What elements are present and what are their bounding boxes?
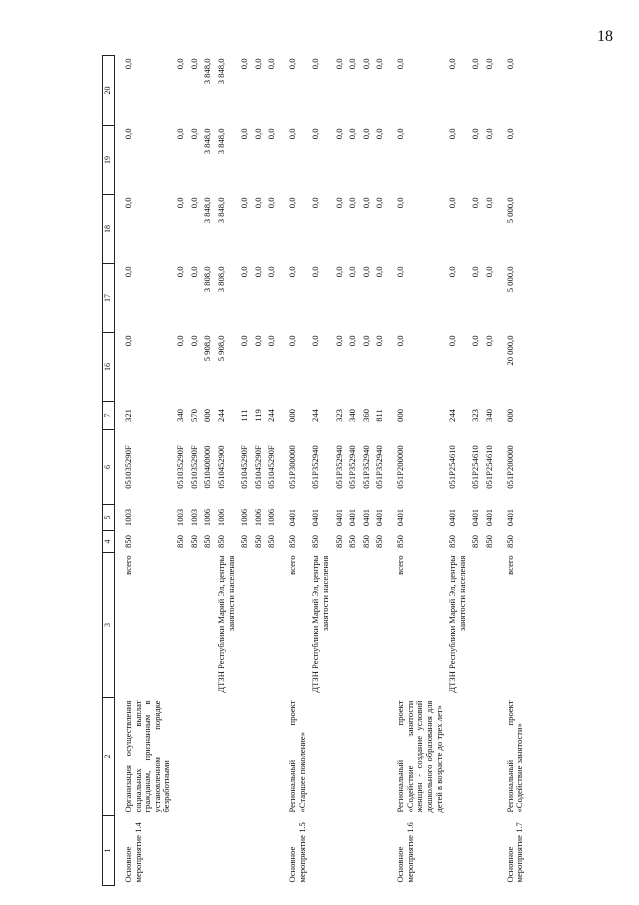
event-name-cell xyxy=(188,816,202,886)
value-col-19-cell: 0,0 xyxy=(447,128,458,140)
header-col-18: 18 xyxy=(103,195,115,264)
event-description-cell xyxy=(201,698,215,816)
value-col-18-cell: 3 848,0 xyxy=(202,197,213,224)
event-name-cell xyxy=(483,816,497,886)
value-col-20-cell: 0,0 xyxy=(470,58,481,70)
table-row xyxy=(201,56,215,886)
value-col-16-cell: 0,0 xyxy=(360,335,371,347)
value-col-19-cell: 0,0 xyxy=(360,128,371,140)
value-col-17-cell: 0,0 xyxy=(360,266,371,278)
value-col-16-cell: 0,0 xyxy=(395,335,406,347)
value-col-19-cell: 0,0 xyxy=(188,128,199,140)
executor-cell xyxy=(188,553,202,698)
executor-cell xyxy=(252,553,266,698)
value-col-16-cell: 0,0 xyxy=(310,335,321,347)
value-col-17-cell: 0,0 xyxy=(333,266,344,278)
event-description-cell xyxy=(238,698,252,816)
value-col-20-cell: 3 848,0 xyxy=(202,58,213,85)
target-article-cell: 0510400000 xyxy=(202,445,213,489)
executor-cell: всего xyxy=(287,555,298,575)
event-name-cell xyxy=(346,816,360,886)
event-name-cell xyxy=(174,816,188,886)
event-name-cell xyxy=(252,816,266,886)
value-col-18-cell: 0,0 xyxy=(374,197,385,209)
table-row xyxy=(265,56,279,886)
table-row xyxy=(252,56,266,886)
header-col-3: 3 xyxy=(103,553,115,698)
value-col-19-cell: 0,0 xyxy=(333,128,344,140)
executor-cell xyxy=(238,553,252,698)
event-description-cell: Региональный проект «Старшее поколение» xyxy=(287,700,307,813)
value-col-17-cell: 0,0 xyxy=(374,266,385,278)
target-article-cell: 051P352940 xyxy=(360,445,371,489)
value-col-16-cell: 0,0 xyxy=(347,335,358,347)
budget-table xyxy=(102,55,527,886)
table-row xyxy=(174,56,188,886)
section-code-cell: 1006 xyxy=(266,508,277,527)
value-col-17-cell: 0,0 xyxy=(239,266,250,278)
table-row xyxy=(387,56,446,886)
target-article-cell: 051P200000 xyxy=(395,445,406,489)
rotated-table-container xyxy=(102,56,622,886)
value-col-20-cell: 0,0 xyxy=(504,58,515,70)
value-col-17-cell: 0,0 xyxy=(252,266,263,278)
value-col-19-cell: 0,0 xyxy=(470,128,481,140)
value-col-19-cell: 0,0 xyxy=(122,128,133,140)
event-description-cell xyxy=(252,698,266,816)
executor-cell: ДТЗН Республики Марий Эл, центры занятости населения xyxy=(447,555,467,693)
section-code-cell: 1006 xyxy=(215,508,226,527)
executor-cell: ДТЗН Республики Марий Эл, центры занятости населения xyxy=(310,555,330,693)
value-col-19-cell: 0,0 xyxy=(347,128,358,140)
table-row xyxy=(360,56,374,886)
value-col-19-cell: 0,0 xyxy=(239,128,250,140)
event-description-cell xyxy=(469,698,483,816)
event-description-cell xyxy=(309,698,332,816)
section-code-cell: 0401 xyxy=(310,508,321,527)
event-description-cell: Региональный проект «Содействие занятости» xyxy=(504,700,525,813)
executor-cell xyxy=(360,553,374,698)
expense-type-cell: 119 xyxy=(252,409,263,422)
value-col-18-cell: 0,0 xyxy=(347,197,358,209)
event-description-cell xyxy=(346,698,360,816)
expense-type-cell: 000 xyxy=(395,409,406,422)
value-col-20-cell: 0,0 xyxy=(175,58,186,70)
grbs-code-cell: 850 xyxy=(470,535,481,548)
value-col-20-cell: 0,0 xyxy=(122,58,133,70)
value-col-20-cell: 0,0 xyxy=(374,58,385,70)
value-col-20-cell: 0,0 xyxy=(484,58,495,70)
expense-type-cell: 244 xyxy=(447,409,458,422)
section-code-cell: 1006 xyxy=(252,508,263,527)
expense-type-cell: 323 xyxy=(333,409,344,422)
event-name-cell xyxy=(333,816,347,886)
value-col-16-cell: 0,0 xyxy=(484,335,495,347)
target-article-cell: 0510452900 xyxy=(215,445,226,489)
target-article-cell: 051035290F xyxy=(175,445,186,489)
event-description-cell xyxy=(333,698,347,816)
value-col-17-cell: 0,0 xyxy=(470,266,481,278)
executor-cell: ДТЗН Республики Марий Эл, центры занятости населения xyxy=(215,555,236,693)
value-col-20-cell: 0,0 xyxy=(239,58,250,70)
event-name-cell xyxy=(265,816,279,886)
value-col-19-cell: 0,0 xyxy=(504,128,515,140)
value-col-19-cell: 0,0 xyxy=(266,128,277,140)
value-col-16-cell: 20 000,0 xyxy=(504,335,515,366)
value-col-18-cell: 0,0 xyxy=(252,197,263,209)
value-col-18-cell: 0,0 xyxy=(287,197,298,209)
value-col-16-cell: 0,0 xyxy=(252,335,263,347)
target-article-cell: 051P352940 xyxy=(333,445,344,489)
section-code-cell: 0401 xyxy=(484,508,495,527)
page-number: 18 xyxy=(597,28,613,45)
expense-type-cell: 321 xyxy=(122,409,133,422)
expense-type-cell: 811 xyxy=(374,409,385,422)
event-name-cell xyxy=(201,816,215,886)
value-col-18-cell: 0,0 xyxy=(360,197,371,209)
expense-type-cell: 340 xyxy=(484,409,495,422)
value-col-19-cell: 0,0 xyxy=(252,128,263,140)
grbs-code-cell: 850 xyxy=(447,535,458,548)
value-col-19-cell: 0,0 xyxy=(310,128,321,140)
expense-type-cell: 000 xyxy=(287,409,298,422)
section-code-cell: 0401 xyxy=(287,508,298,527)
target-article-cell: 051045290F xyxy=(239,445,250,489)
section-code-cell: 0401 xyxy=(333,508,344,527)
target-article-cell: 051P254610 xyxy=(447,445,458,489)
value-col-18-cell: 0,0 xyxy=(175,197,186,209)
event-name-cell xyxy=(373,816,387,886)
value-col-17-cell: 0,0 xyxy=(287,266,298,278)
value-col-19-cell: 3 848,0 xyxy=(215,128,226,155)
value-col-20-cell: 0,0 xyxy=(252,58,263,70)
target-article-cell: 051P200000 xyxy=(504,445,515,489)
section-code-cell: 0401 xyxy=(470,508,481,527)
event-description-cell xyxy=(174,698,188,816)
grbs-code-cell: 850 xyxy=(215,535,226,548)
executor-cell xyxy=(346,553,360,698)
grbs-code-cell: 850 xyxy=(360,535,371,548)
executor-cell xyxy=(483,553,497,698)
section-code-cell: 1003 xyxy=(122,508,133,527)
target-article-cell: 051045290F xyxy=(266,445,277,489)
table-row xyxy=(497,56,527,886)
value-col-16-cell: 0,0 xyxy=(470,335,481,347)
value-col-18-cell: 0,0 xyxy=(470,197,481,209)
expense-type-cell: 323 xyxy=(470,409,481,422)
grbs-code-cell: 850 xyxy=(175,535,186,548)
section-code-cell: 0401 xyxy=(447,508,458,527)
section-code-cell: 0401 xyxy=(347,508,358,527)
target-article-cell: 051P352940 xyxy=(310,445,321,489)
value-col-17-cell: 0,0 xyxy=(447,266,458,278)
table-row xyxy=(215,56,238,886)
target-article-cell: 051P352940 xyxy=(347,445,358,489)
table-row xyxy=(373,56,387,886)
value-col-17-cell: 0,0 xyxy=(122,266,133,278)
value-col-19-cell: 0,0 xyxy=(374,128,385,140)
event-name-cell xyxy=(309,816,332,886)
event-name-cell: Основное мероприятие 1.5 xyxy=(287,822,307,883)
grbs-code-cell: 850 xyxy=(287,535,298,548)
value-col-17-cell: 3 808,0 xyxy=(215,266,226,293)
event-description-cell xyxy=(360,698,374,816)
section-code-cell: 0401 xyxy=(395,508,406,527)
executor-cell: всего xyxy=(504,555,515,575)
value-col-18-cell: 5 000,0 xyxy=(504,197,515,224)
table-row xyxy=(309,56,332,886)
table-row xyxy=(469,56,483,886)
executor-cell xyxy=(201,553,215,698)
table-row xyxy=(238,56,252,886)
section-code-cell: 1006 xyxy=(202,508,213,527)
value-col-19-cell: 0,0 xyxy=(484,128,495,140)
executor-cell xyxy=(469,553,483,698)
value-col-20-cell: 0,0 xyxy=(266,58,277,70)
target-article-cell: 051035290F xyxy=(188,445,199,489)
value-col-16-cell: 0,0 xyxy=(188,335,199,347)
value-col-17-cell: 0,0 xyxy=(266,266,277,278)
target-article-cell: 051P300000 xyxy=(287,445,298,489)
grbs-code-cell: 850 xyxy=(374,535,385,548)
event-name-cell xyxy=(215,816,238,886)
target-article-cell: 051045290F xyxy=(252,445,263,489)
value-col-19-cell: 0,0 xyxy=(395,128,406,140)
executor-cell: всего xyxy=(122,555,133,575)
target-article-cell: 051035290F xyxy=(122,445,133,489)
value-col-18-cell: 0,0 xyxy=(333,197,344,209)
value-col-17-cell: 0,0 xyxy=(395,266,406,278)
value-col-18-cell: 3 848,0 xyxy=(215,197,226,224)
grbs-code-cell: 850 xyxy=(333,535,344,548)
table-row xyxy=(446,56,469,886)
value-col-17-cell: 0,0 xyxy=(347,266,358,278)
value-col-16-cell: 0,0 xyxy=(175,335,186,347)
event-name-cell: Основное мероприятие 1.4 xyxy=(122,822,143,883)
event-name-cell xyxy=(446,816,469,886)
expense-type-cell: 340 xyxy=(175,409,186,422)
value-col-20-cell: 0,0 xyxy=(287,58,298,70)
event-description-cell xyxy=(215,698,238,816)
event-description-cell xyxy=(373,698,387,816)
value-col-18-cell: 0,0 xyxy=(447,197,458,209)
header-col-4: 4 xyxy=(103,531,115,553)
grbs-code-cell: 850 xyxy=(504,535,515,548)
expense-type-cell: 244 xyxy=(310,409,321,422)
target-article-cell: 051P254610 xyxy=(484,445,495,489)
value-col-16-cell: 0,0 xyxy=(374,335,385,347)
event-description-cell xyxy=(483,698,497,816)
section-code-cell: 0401 xyxy=(374,508,385,527)
event-description-cell xyxy=(188,698,202,816)
event-name-cell xyxy=(469,816,483,886)
grbs-code-cell: 850 xyxy=(266,535,277,548)
table-row xyxy=(346,56,360,886)
expense-type-cell: 000 xyxy=(202,409,213,422)
expense-type-cell: 244 xyxy=(215,409,226,422)
grbs-code-cell: 850 xyxy=(122,535,133,548)
event-name-cell xyxy=(238,816,252,886)
value-col-17-cell: 5 000,0 xyxy=(504,266,515,293)
value-col-16-cell: 0,0 xyxy=(333,335,344,347)
value-col-16-cell: 0,0 xyxy=(287,335,298,347)
table-row xyxy=(114,56,174,886)
executor-cell xyxy=(333,553,347,698)
value-col-16-cell: 0,0 xyxy=(122,335,133,347)
value-col-20-cell: 0,0 xyxy=(333,58,344,70)
event-description-cell: Региональный проект «Содействие занятости женщин - создание условий дошкольного образования для детей в возрасте до трех лет» xyxy=(395,700,444,813)
grbs-code-cell: 850 xyxy=(347,535,358,548)
table-row xyxy=(188,56,202,886)
section-code-cell: 0401 xyxy=(360,508,371,527)
table-header-row xyxy=(103,56,115,886)
header-col-17: 17 xyxy=(103,264,115,333)
value-col-20-cell: 0,0 xyxy=(310,58,321,70)
value-col-16-cell: 5 908,0 xyxy=(202,335,213,362)
expense-type-cell: 111 xyxy=(239,409,250,422)
value-col-16-cell: 0,0 xyxy=(239,335,250,347)
grbs-code-cell: 850 xyxy=(395,535,406,548)
value-col-18-cell: 0,0 xyxy=(395,197,406,209)
grbs-code-cell: 850 xyxy=(202,535,213,548)
value-col-20-cell: 0,0 xyxy=(188,58,199,70)
executor-cell: всего xyxy=(395,555,406,575)
value-col-20-cell: 3 848,0 xyxy=(215,58,226,85)
executor-cell xyxy=(265,553,279,698)
value-col-18-cell: 0,0 xyxy=(122,197,133,209)
expense-type-cell: 340 xyxy=(347,409,358,422)
expense-type-cell: 570 xyxy=(188,409,199,422)
value-col-17-cell: 3 808,0 xyxy=(202,266,213,293)
event-description-cell xyxy=(265,698,279,816)
header-col-5: 5 xyxy=(103,505,115,531)
header-col-6: 6 xyxy=(103,430,115,505)
event-name-cell xyxy=(360,816,374,886)
grbs-code-cell: 850 xyxy=(252,535,263,548)
value-col-18-cell: 0,0 xyxy=(188,197,199,209)
header-col-1: 1 xyxy=(103,816,115,886)
value-col-19-cell: 0,0 xyxy=(175,128,186,140)
event-description-cell xyxy=(446,698,469,816)
section-code-cell: 1003 xyxy=(175,508,186,527)
value-col-19-cell: 0,0 xyxy=(287,128,298,140)
value-col-17-cell: 0,0 xyxy=(484,266,495,278)
value-col-20-cell: 0,0 xyxy=(347,58,358,70)
table-row xyxy=(483,56,497,886)
header-col-2: 2 xyxy=(103,698,115,816)
header-col-19: 19 xyxy=(103,126,115,195)
value-col-20-cell: 0,0 xyxy=(360,58,371,70)
value-col-16-cell: 0,0 xyxy=(447,335,458,347)
expense-type-cell: 000 xyxy=(504,409,515,422)
value-col-18-cell: 0,0 xyxy=(266,197,277,209)
table-row xyxy=(279,56,309,886)
value-col-20-cell: 0,0 xyxy=(447,58,458,70)
value-col-18-cell: 0,0 xyxy=(310,197,321,209)
value-col-18-cell: 0,0 xyxy=(239,197,250,209)
expense-type-cell: 360 xyxy=(360,409,371,422)
header-col-20: 20 xyxy=(103,56,115,126)
table-body xyxy=(114,56,527,886)
target-article-cell: 051P352940 xyxy=(374,445,385,489)
section-code-cell: 1006 xyxy=(239,508,250,527)
value-col-17-cell: 0,0 xyxy=(310,266,321,278)
value-col-16-cell: 5 908,0 xyxy=(215,335,226,362)
value-col-18-cell: 0,0 xyxy=(484,197,495,209)
table-row xyxy=(333,56,347,886)
section-code-cell: 0401 xyxy=(504,508,515,527)
executor-cell xyxy=(174,553,188,698)
grbs-code-cell: 850 xyxy=(188,535,199,548)
grbs-code-cell: 850 xyxy=(484,535,495,548)
section-code-cell: 1003 xyxy=(188,508,199,527)
value-col-16-cell: 0,0 xyxy=(266,335,277,347)
executor-cell xyxy=(373,553,387,698)
value-col-17-cell: 0,0 xyxy=(175,266,186,278)
grbs-code-cell: 850 xyxy=(310,535,321,548)
event-name-cell: Основное мероприятие 1.6 xyxy=(395,822,415,883)
value-col-19-cell: 3 848,0 xyxy=(202,128,213,155)
value-col-20-cell: 0,0 xyxy=(395,58,406,70)
event-name-cell: Основное мероприятие 1.7 xyxy=(504,822,525,883)
value-col-17-cell: 0,0 xyxy=(188,266,199,278)
header-col-16: 16 xyxy=(103,333,115,402)
grbs-code-cell: 850 xyxy=(239,535,250,548)
event-description-cell: Организация осуществления социальных выплат гражданам, признанным в установленном порядке безработными xyxy=(122,700,172,813)
expense-type-cell: 244 xyxy=(266,409,277,422)
header-col-7: 7 xyxy=(103,402,115,430)
target-article-cell: 051P254610 xyxy=(470,445,481,489)
